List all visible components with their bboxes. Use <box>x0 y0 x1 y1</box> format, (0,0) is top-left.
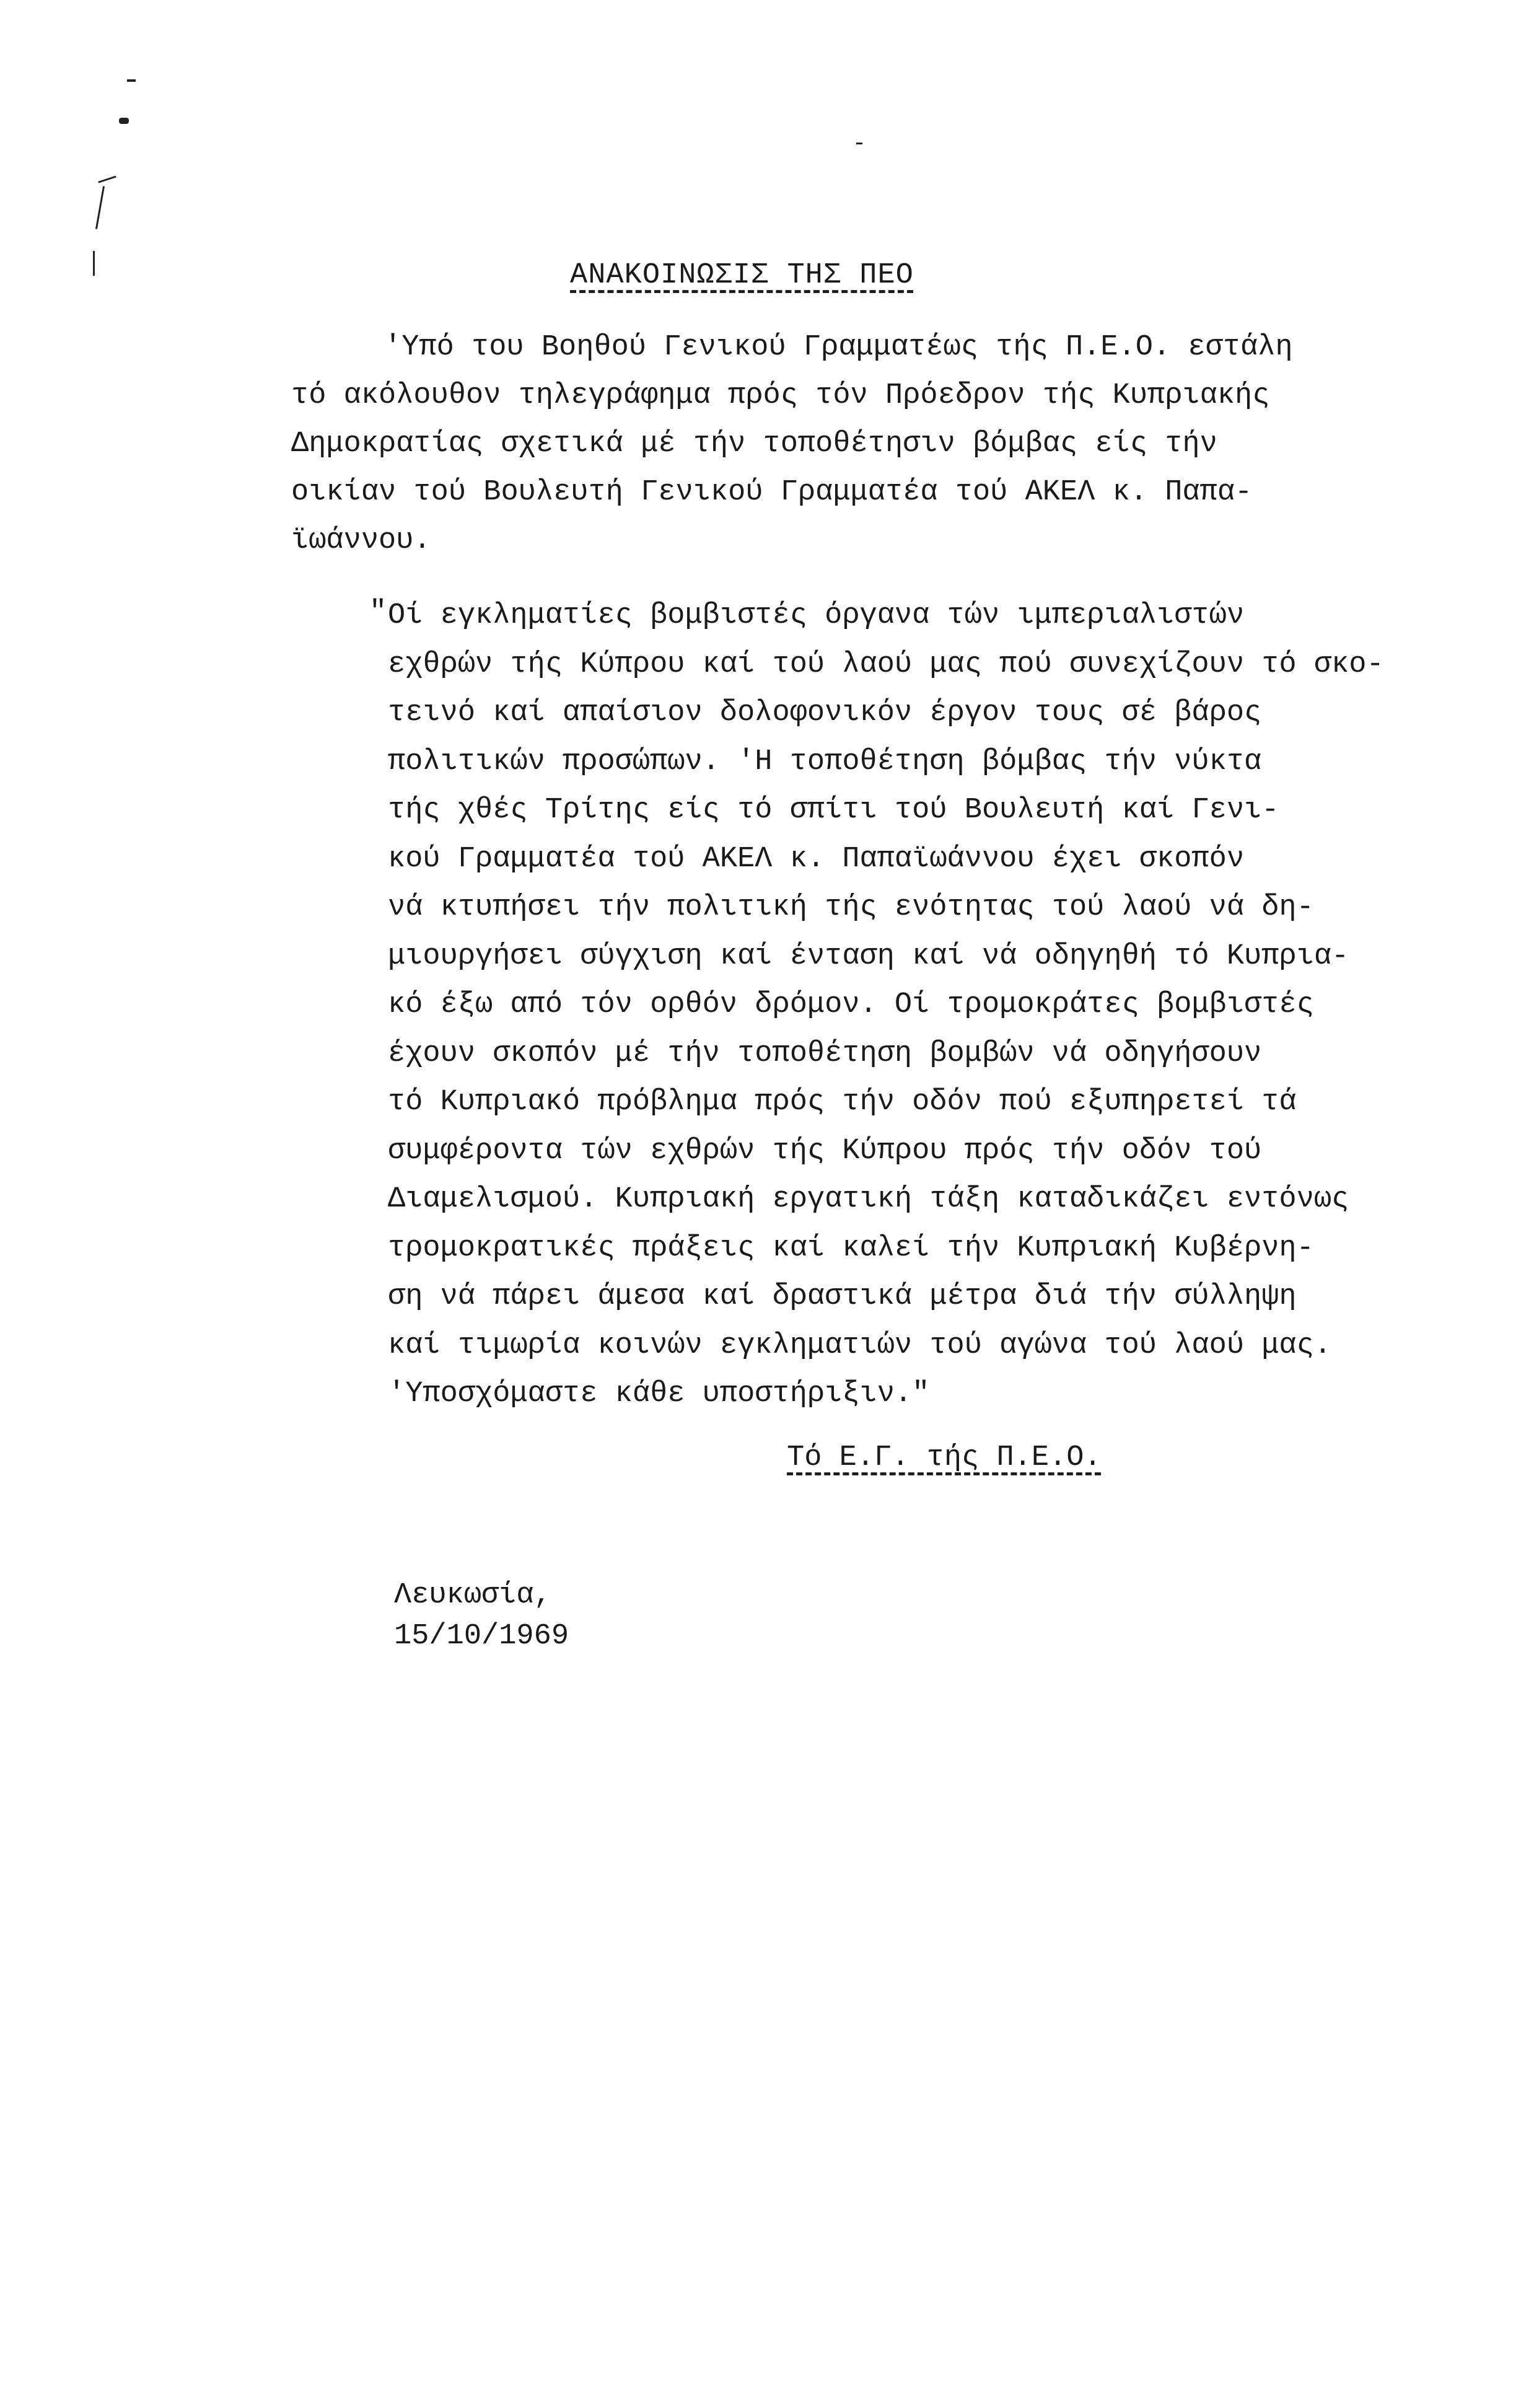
telegram-quote <box>388 592 1416 1419</box>
signature: Τό Ε.Γ. τής Π.Ε.Ο. <box>787 1441 1102 1474</box>
document-title: ΑΝΑΚΟΙΝΩΣΙΣ ΤΗΣ ΠΕΟ <box>570 259 914 292</box>
quote-line: τρομοκρατικές πράξεις καί καλεί τήν Κυπριακή Κυβέρνη- <box>388 1231 1314 1265</box>
quote-line: τής χθές Τρίτης είς τό σπίτι τού Βουλευτή καί Γενι- <box>388 794 1279 827</box>
intro-paragraph <box>291 323 1394 565</box>
date: 15/10/1969 <box>394 1620 569 1653</box>
quote-line: ση νά πάρει άμεσα καί δραστικά μέτρα διά τήν σύλληψη <box>388 1280 1297 1313</box>
quote-line: εχθρών τής Κύπρου καί τού λαού μας πού συνεχίζουν τό σκο- <box>388 648 1384 681</box>
intro-line: 'Υπό του Βοηθού Γενικού Γραμματέως τής Π.Ε.Ο. εστάλη <box>384 331 1293 364</box>
scan-mark <box>98 175 116 183</box>
scan-mark <box>856 143 862 144</box>
quote-line: πολιτικών προσώπων. 'Η τοποθέτηση βόμβας τήν νύκτα <box>388 745 1262 778</box>
scan-mark <box>95 186 105 229</box>
quote-line: Διαμελισμού. Κυπριακή εργατική τάξη καταδικάζει εντόνως <box>388 1183 1349 1216</box>
scan-mark <box>93 251 95 276</box>
intro-line: τό ακόλουθον τηλεγράφημα πρός τόν Πρόεδρον τής Κυπριακής <box>291 379 1270 412</box>
quote-line: κού Γραμματέα τού ΑΚΕΛ κ. Παπαϊωάννου έχει σκοπόν <box>388 842 1245 876</box>
quote-line: καί τιμωρία κοινών εγκληματιών τού αγώνα τού λαού μας. <box>388 1329 1332 1362</box>
quote-line: τό Κυπριακό πρόβλημα πρός τήν οδόν πού εξυπηρετεί τά <box>388 1086 1297 1118</box>
place: Λευκωσία, <box>394 1579 551 1612</box>
quote-line: κό έξω από τόν ορθόν δρόμον. Οί τρομοκράτες βομβιστές <box>388 988 1314 1021</box>
quote-line: συμφέροντα τών εχθρών τής Κύπρου πρός τήν οδόν τού <box>388 1134 1262 1167</box>
quote-line: τεινό καί απαίσιον δολοφονικόν έργον τους σέ βάρος <box>388 696 1262 729</box>
quote-line: νά κτυπήσει τήν πολιτική τής ενότητας τού λαού νά δη- <box>388 891 1314 924</box>
quote-line: 'Υποσχόμαστε κάθε υποστήριξιν." <box>388 1378 930 1410</box>
intro-line: ϊωάννου. <box>291 524 431 557</box>
intro-line: Δημοκρατίας σχετικά μέ τήν τοποθέτησιν βόμβας είς τήν <box>291 428 1217 460</box>
quote-line: μιουργήσει σύγχιση καί ένταση καί νά οδηγηθή τό Κυπρια- <box>388 939 1349 973</box>
quote-line: Οί εγκληματίες βομβιστές όργανα τών ιμπεριαλιστών <box>388 599 1245 632</box>
opening-quote-mark: " <box>369 596 387 629</box>
scan-mark <box>119 118 129 124</box>
quote-line: έχουν σκοπόν μέ τήν τοποθέτηση βομβών νά οδηγήσουν <box>388 1037 1262 1070</box>
scan-mark <box>127 79 136 82</box>
intro-line: οικίαν τού Βουλευτή Γενικού Γραμματέα τού ΑΚΕΛ κ. Παπα- <box>291 476 1253 509</box>
